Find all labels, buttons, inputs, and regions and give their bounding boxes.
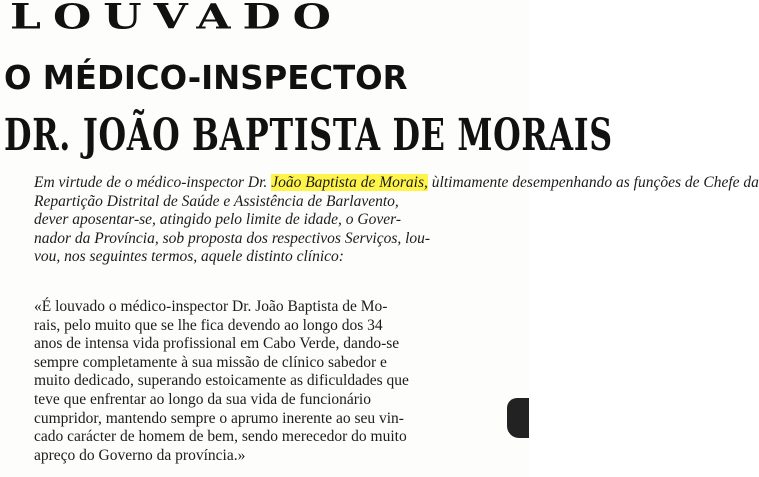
intro-line-1-text: Em virtude de o médico-inspector Dr. [34, 174, 272, 191]
intro-line-1-tail: ùltimamente desempenhando as funções de Chefe da [427, 174, 759, 191]
citation-line: muito dedicado, superando estoicamente as dificuldades que [34, 372, 409, 390]
citation-line: teve que enfrentar ao longo da sua vida de funcionário [34, 390, 371, 408]
citation-line: cumpridor, mantendo sempre o aprumo inerente ao seu vin- [34, 409, 404, 427]
citation-line: apreço do Governo da província.» [34, 446, 246, 464]
citation-line: sempre completamente à sua missão de clínico sabedor e [34, 353, 387, 371]
intro-paragraph [34, 174, 759, 267]
paper-fold-shadow [507, 398, 529, 438]
citation-line: cado carácter de homem de bem, sendo merecedor do muito [34, 428, 407, 446]
citation-paragraph [34, 298, 514, 465]
citation-line: «É louvado o médico-inspector Dr. João Baptista de Mo- [34, 298, 388, 315]
intro-line: vou, nos seguintes termos, aquele distinto clínico: [34, 248, 344, 266]
intro-line: dever aposentar-se, atingido pelo limite de idade, o Gover- [34, 211, 401, 229]
name-headline: DR. JOÃO BAPTISTA DE MORAIS [4, 110, 613, 161]
intro-line: nador da Província, sob proposta dos respectivos Serviços, lou- [34, 229, 431, 247]
headline: LOUVADO [10, 0, 343, 38]
intro-line: Repartição Distrital de Saúde e Assistência de Barlavento, [34, 192, 399, 210]
highlighted-name: João Baptista de Morais, [271, 174, 428, 191]
subheadline: O MÉDICO-INSPECTOR [4, 58, 408, 97]
intro-line-1 [34, 174, 759, 193]
citation-line: rais, pelo muito que se lhe fica devendo ao longo dos 34 [34, 316, 383, 334]
citation-line: anos de intensa vida profissional em Cabo Verde, dando-se [34, 335, 400, 353]
